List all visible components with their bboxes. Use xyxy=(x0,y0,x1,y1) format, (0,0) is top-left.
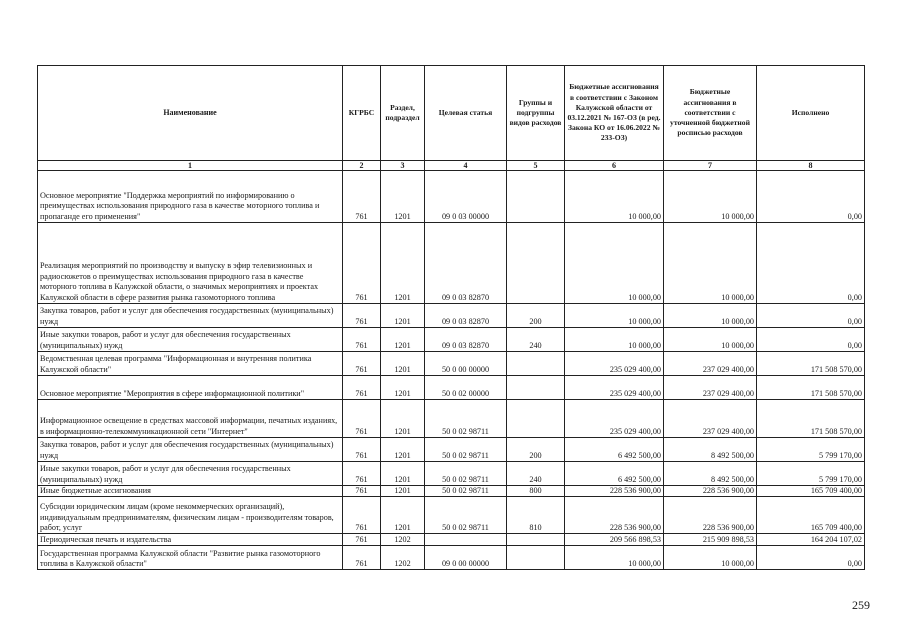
row-plan: 235 029 400,00 xyxy=(565,400,664,438)
row-razdel: 1201 xyxy=(381,171,425,223)
row-statya: 50 0 02 98711 xyxy=(425,462,507,486)
row-vid: 240 xyxy=(507,328,565,352)
row-plan: 209 566 898,53 xyxy=(565,534,664,546)
table-row xyxy=(38,304,865,328)
row-vid: 240 xyxy=(507,462,565,486)
row-name: Иные бюджетные ассигнования xyxy=(38,486,343,497)
table-row xyxy=(38,352,865,376)
row-plan: 228 536 900,00 xyxy=(565,497,664,534)
row-ispoln: 171 508 570,00 xyxy=(757,400,865,438)
row-kgrbs: 761 xyxy=(343,497,381,534)
row-name: Реализация мероприятий по производству и выпуску в эфир телевизионных и радиосюжетов о преимуществах использования природного газа в качестве моторного топлива в Калужской области, о значимых мероприятиях и проектах Калужской области в сфере развития рынка газомоторного топлива xyxy=(38,223,343,304)
row-name: Государственная программа Калужской области "Развитие рынка газомоторного топлива в Калужской области" xyxy=(38,546,343,570)
row-statya: 50 0 02 98711 xyxy=(425,486,507,497)
row-ispoln: 5 799 170,00 xyxy=(757,438,865,462)
table-row xyxy=(38,171,865,223)
table-row xyxy=(38,438,865,462)
column-number-row xyxy=(38,161,865,171)
row-name: Основное мероприятие "Мероприятия в сфере информационной политики" xyxy=(38,376,343,400)
row-kgrbs: 761 xyxy=(343,400,381,438)
table-row xyxy=(38,223,865,304)
row-statya: 09 0 00 00000 xyxy=(425,546,507,570)
row-kgrbs: 761 xyxy=(343,171,381,223)
row-utoch: 10 000,00 xyxy=(664,304,757,328)
row-kgrbs: 761 xyxy=(343,486,381,497)
row-ispoln: 5 799 170,00 xyxy=(757,462,865,486)
row-razdel: 1202 xyxy=(381,546,425,570)
row-razdel: 1201 xyxy=(381,438,425,462)
row-vid xyxy=(507,171,565,223)
header-razdel: Раздел, подраздел xyxy=(381,66,425,161)
row-razdel: 1201 xyxy=(381,400,425,438)
row-statya: 50 0 02 98711 xyxy=(425,497,507,534)
column-number: 1 xyxy=(38,161,343,171)
row-name: Ведомственная целевая программа "Информационная и внутренняя политика Калужской области" xyxy=(38,352,343,376)
header-plan: Бюджетные ассигнования в соответствии с Законом Калужской области от 03.12.2021 № 167-ОЗ (в ред. Закона КО от 16.06.2022 № 233-ОЗ) xyxy=(565,66,664,161)
table-row xyxy=(38,376,865,400)
table-row xyxy=(38,486,865,497)
table-row xyxy=(38,328,865,352)
row-name: Субсидии юридическим лицам (кроме некоммерческих организаций), индивидуальным предпринимателям, физическим лицам - производителям товаров, работ, услуг xyxy=(38,497,343,534)
column-number: 7 xyxy=(664,161,757,171)
row-kgrbs: 761 xyxy=(343,304,381,328)
header-kgrbs: КГРБС xyxy=(343,66,381,161)
row-kgrbs: 761 xyxy=(343,546,381,570)
row-plan: 10 000,00 xyxy=(565,328,664,352)
row-kgrbs: 761 xyxy=(343,328,381,352)
row-utoch: 8 492 500,00 xyxy=(664,462,757,486)
row-razdel: 1201 xyxy=(381,486,425,497)
row-ispoln: 0,00 xyxy=(757,328,865,352)
header-utoch: Бюджетные ассигнования в соответствии с уточненной бюджетной росписью расходов xyxy=(664,66,757,161)
budget-table xyxy=(37,65,865,570)
row-plan: 10 000,00 xyxy=(565,223,664,304)
row-kgrbs: 761 xyxy=(343,438,381,462)
row-statya: 09 0 03 82870 xyxy=(425,304,507,328)
table-header-row xyxy=(38,66,865,161)
row-ispoln: 0,00 xyxy=(757,546,865,570)
row-statya: 50 0 02 98711 xyxy=(425,438,507,462)
row-utoch: 215 909 898,53 xyxy=(664,534,757,546)
table-row xyxy=(38,400,865,438)
row-vid xyxy=(507,376,565,400)
row-razdel: 1201 xyxy=(381,376,425,400)
row-utoch: 8 492 500,00 xyxy=(664,438,757,462)
table-row xyxy=(38,546,865,570)
row-ispoln: 164 204 107,02 xyxy=(757,534,865,546)
column-number: 3 xyxy=(381,161,425,171)
row-razdel: 1201 xyxy=(381,304,425,328)
row-kgrbs: 761 xyxy=(343,376,381,400)
row-statya: 50 0 02 98711 xyxy=(425,400,507,438)
row-razdel: 1201 xyxy=(381,352,425,376)
table-row xyxy=(38,534,865,546)
row-vid xyxy=(507,400,565,438)
row-razdel: 1201 xyxy=(381,462,425,486)
row-vid xyxy=(507,546,565,570)
row-statya: 09 0 03 00000 xyxy=(425,171,507,223)
row-plan: 10 000,00 xyxy=(565,304,664,328)
header-vid: Группы и подгруппы видов расходов xyxy=(507,66,565,161)
row-razdel: 1201 xyxy=(381,223,425,304)
row-ispoln: 171 508 570,00 xyxy=(757,376,865,400)
row-vid: 810 xyxy=(507,497,565,534)
column-number: 4 xyxy=(425,161,507,171)
row-kgrbs: 761 xyxy=(343,352,381,376)
row-name: Основное мероприятие "Поддержка мероприятий по информированию о преимуществах использования природного газа в качестве моторного топлива и пропаганде его применения" xyxy=(38,171,343,223)
row-razdel: 1202 xyxy=(381,534,425,546)
row-kgrbs: 761 xyxy=(343,534,381,546)
row-utoch: 237 029 400,00 xyxy=(664,352,757,376)
row-ispoln: 0,00 xyxy=(757,171,865,223)
row-name: Закупка товаров, работ и услуг для обеспечения государственных (муниципальных) нужд xyxy=(38,438,343,462)
row-vid xyxy=(507,352,565,376)
row-plan: 235 029 400,00 xyxy=(565,352,664,376)
row-utoch: 237 029 400,00 xyxy=(664,400,757,438)
row-plan: 6 492 500,00 xyxy=(565,462,664,486)
row-vid: 800 xyxy=(507,486,565,497)
column-number: 5 xyxy=(507,161,565,171)
row-utoch: 228 536 900,00 xyxy=(664,486,757,497)
row-plan: 10 000,00 xyxy=(565,546,664,570)
row-plan: 235 029 400,00 xyxy=(565,376,664,400)
row-razdel: 1201 xyxy=(381,328,425,352)
row-vid xyxy=(507,534,565,546)
row-statya: 50 0 02 00000 xyxy=(425,376,507,400)
row-vid: 200 xyxy=(507,438,565,462)
row-utoch: 10 000,00 xyxy=(664,546,757,570)
row-utoch: 10 000,00 xyxy=(664,171,757,223)
header-ispoln: Исполнено xyxy=(757,66,865,161)
row-razdel: 1201 xyxy=(381,497,425,534)
row-kgrbs: 761 xyxy=(343,223,381,304)
row-ispoln: 165 709 400,00 xyxy=(757,486,865,497)
row-ispoln: 171 508 570,00 xyxy=(757,352,865,376)
row-statya xyxy=(425,534,507,546)
row-statya: 09 0 03 82870 xyxy=(425,223,507,304)
table-row xyxy=(38,462,865,486)
row-vid: 200 xyxy=(507,304,565,328)
row-plan: 6 492 500,00 xyxy=(565,438,664,462)
row-utoch: 228 536 900,00 xyxy=(664,497,757,534)
header-statya: Целевая статья xyxy=(425,66,507,161)
row-plan: 10 000,00 xyxy=(565,171,664,223)
table-row xyxy=(38,497,865,534)
row-name: Информационное освещение в средствах массовой информации, печатных изданиях, в информационно-телекоммуникационной сети "Интернет" xyxy=(38,400,343,438)
header-name: Наименование xyxy=(38,66,343,161)
row-statya: 50 0 00 00000 xyxy=(425,352,507,376)
row-utoch: 237 029 400,00 xyxy=(664,376,757,400)
row-ispoln: 165 709 400,00 xyxy=(757,497,865,534)
row-utoch: 10 000,00 xyxy=(664,328,757,352)
row-plan: 228 536 900,00 xyxy=(565,486,664,497)
row-kgrbs: 761 xyxy=(343,462,381,486)
row-name: Иные закупки товаров, работ и услуг для обеспечения государственных (муниципальных) нужд xyxy=(38,462,343,486)
column-number: 8 xyxy=(757,161,865,171)
row-utoch: 10 000,00 xyxy=(664,223,757,304)
row-statya: 09 0 03 82870 xyxy=(425,328,507,352)
row-name: Закупка товаров, работ и услуг для обеспечения государственных (муниципальных) нужд xyxy=(38,304,343,328)
column-number: 6 xyxy=(565,161,664,171)
row-ispoln: 0,00 xyxy=(757,223,865,304)
row-name: Иные закупки товаров, работ и услуг для обеспечения государственных (муниципальных) нужд xyxy=(38,328,343,352)
page-number: 259 xyxy=(852,598,870,612)
row-vid xyxy=(507,223,565,304)
column-number: 2 xyxy=(343,161,381,171)
row-ispoln: 0,00 xyxy=(757,304,865,328)
row-name: Периодическая печать и издательства xyxy=(38,534,343,546)
